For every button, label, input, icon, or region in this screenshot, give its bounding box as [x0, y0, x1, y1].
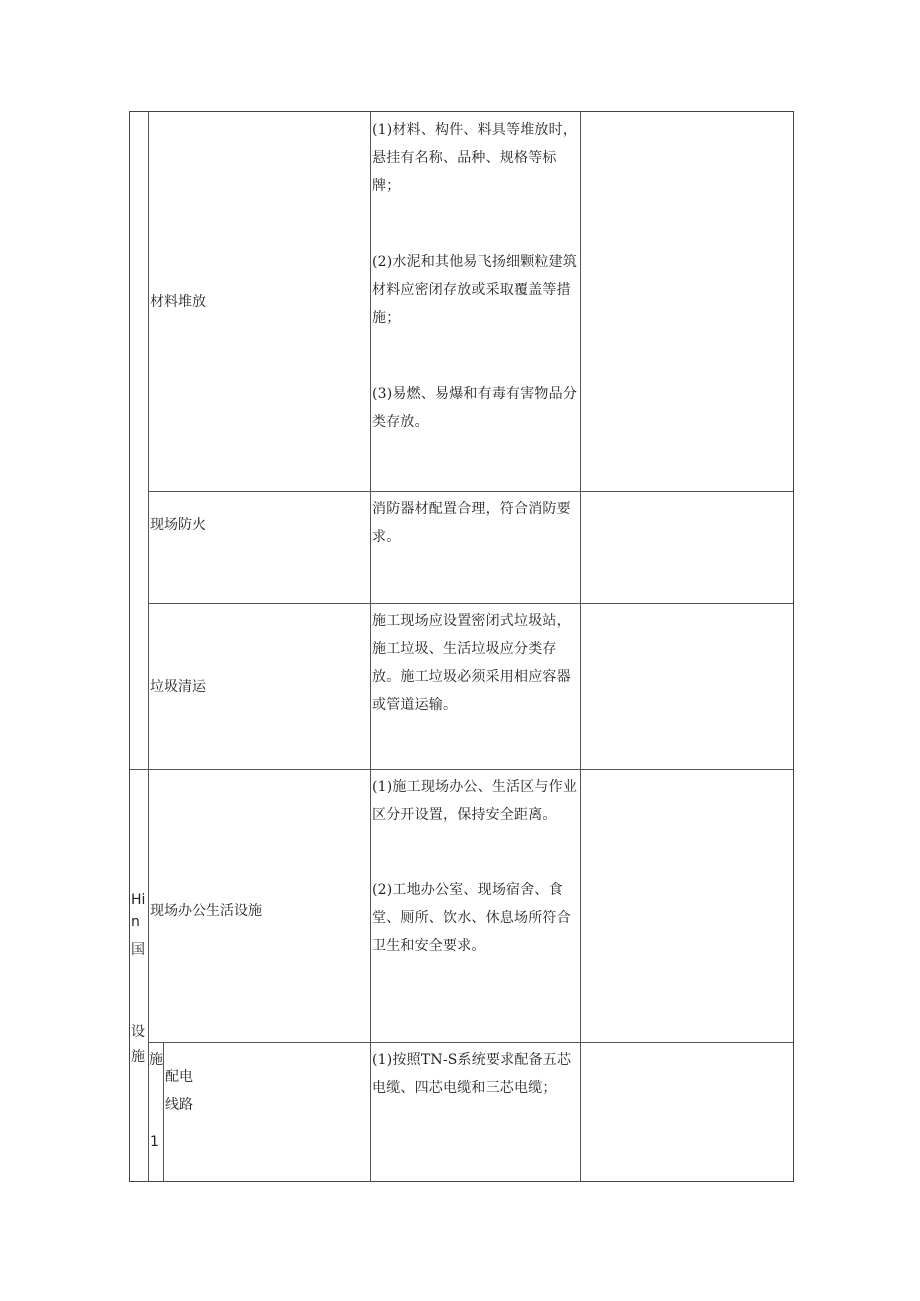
- row-item-power-line-1: 配电: [165, 1069, 193, 1085]
- row-item-garbage-removal: 垃圾清运: [150, 679, 206, 695]
- category-label: 国: [131, 942, 145, 958]
- category-label: 施: [131, 1049, 145, 1065]
- row-divider-2: [148, 603, 793, 604]
- category-label: 设: [131, 1024, 145, 1040]
- row-item-power-line-2: 线路: [165, 1097, 193, 1113]
- row-divider-3: [130, 769, 793, 770]
- row-item-office-living-facilities: 现场办公生活设施: [150, 903, 262, 919]
- sub-category-label: 施: [149, 1052, 163, 1068]
- row-divider-4: [148, 1042, 793, 1043]
- category-label: Hi: [131, 892, 146, 908]
- sub-category-label: 1: [150, 1134, 159, 1150]
- row-requirement: (1)施工现场办公、生活区与作业区分开设置，保持安全距离。: [372, 779, 578, 823]
- row-requirement: (2)水泥和其他易飞扬细颗粒建筑材料应密闭存放或采取覆盖等措施；: [372, 254, 578, 326]
- row-requirement: (1)按照TN-S系统要求配备五芯电缆、四芯电缆和三芯电缆；: [372, 1052, 572, 1096]
- sub-col-divider: [163, 1042, 164, 1181]
- row-requirement: (3)易燃、易爆和有毒有害物品分类存放。: [372, 386, 578, 430]
- col-divider-2: [370, 112, 371, 1181]
- category-label: n: [131, 914, 140, 930]
- col-divider-3: [580, 112, 581, 1181]
- row-requirement: (1)材料、构件、料具等堆放时，悬挂有名称、品种、规格等标牌；: [372, 122, 578, 194]
- col-divider-1: [148, 112, 149, 1181]
- row-item-site-fire-prevention: 现场防火: [150, 517, 206, 533]
- row-divider-1: [148, 491, 793, 492]
- row-requirement: (2)工地办公室、现场宿舍、食堂、厕所、饮水、休息场所符合卫生和安全要求。: [372, 882, 571, 954]
- row-requirement: 消防器材配置合理，符合消防要求。: [372, 501, 571, 545]
- row-requirement: 施工现场应设置密闭式垃圾站，施工垃圾、生活垃圾应分类存放。施工垃圾必须采用相应容器或管道运输。: [372, 613, 571, 713]
- row-item-material-storage: 材料堆放: [150, 294, 206, 310]
